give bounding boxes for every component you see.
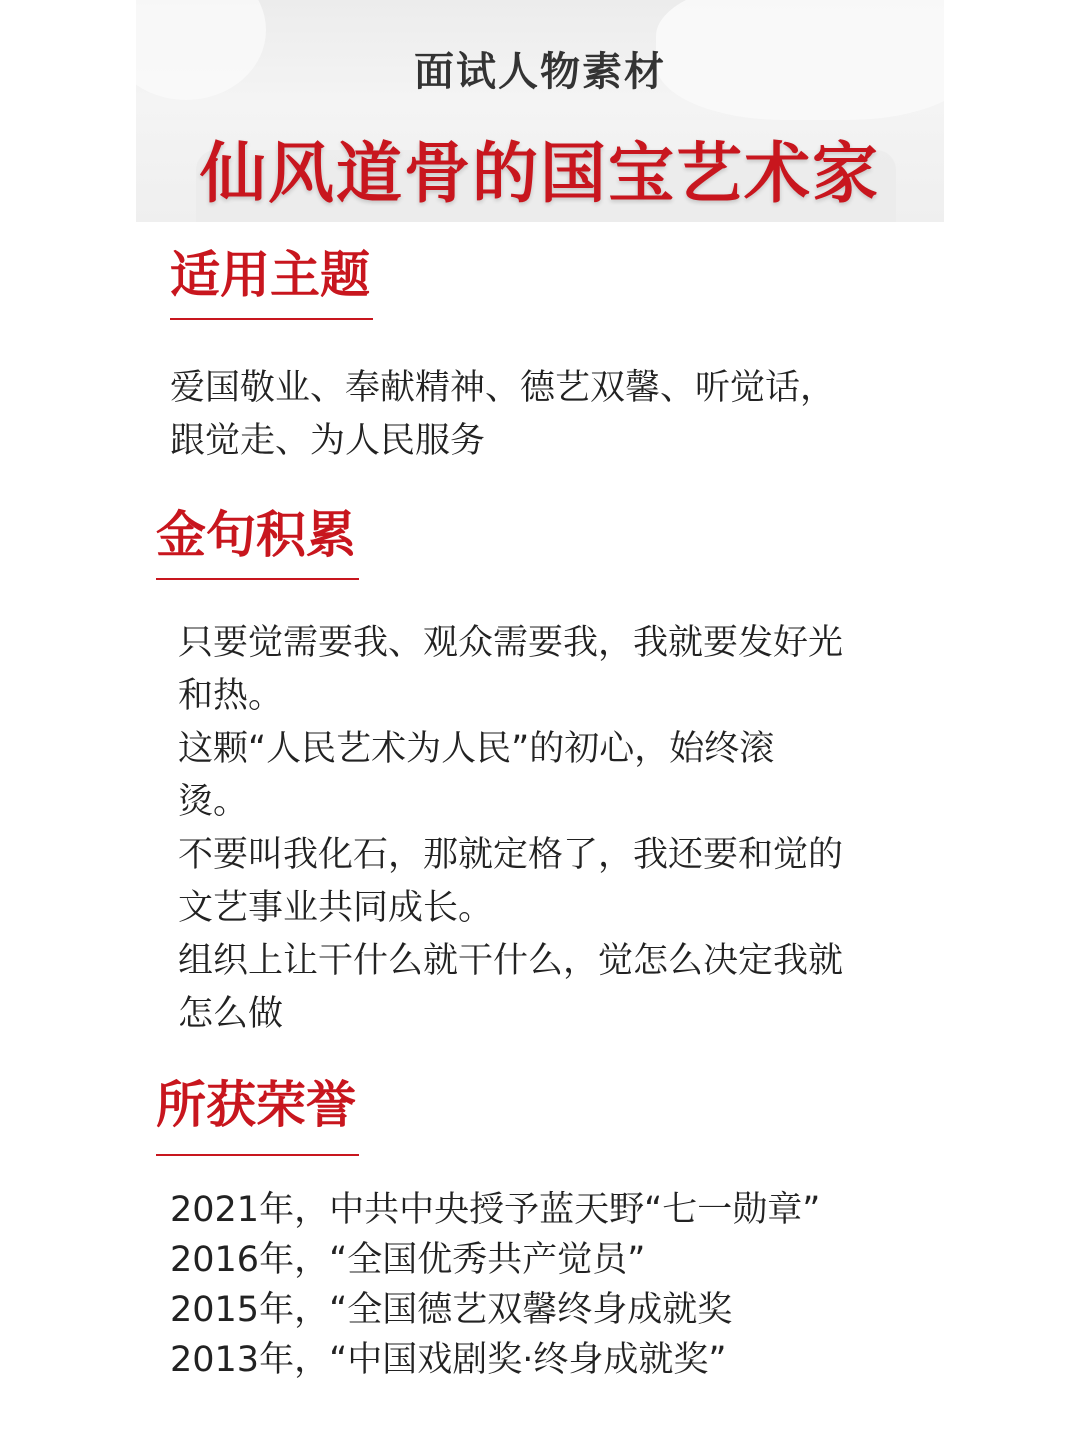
page-subtitle: 面试人物素材: [414, 49, 666, 95]
text-line: 和热。: [178, 676, 284, 716]
honor-item: 2021年，中共中央授予蓝天野“七一勋章”: [170, 1190, 821, 1230]
section-divider: [156, 1154, 359, 1156]
text-line: 只要觉需要我、观众需要我，我就要发好光: [178, 623, 844, 663]
honor-item: 2013年，“中国戏剧奖·终身成就奖”: [170, 1340, 727, 1380]
text-line: 怎么做: [178, 994, 284, 1034]
section-divider: [156, 578, 359, 580]
text-line: 爱国敬业、奉献精神、德艺双馨、听觉话，: [170, 368, 836, 408]
section-heading-quotes: 金句积累: [156, 505, 356, 564]
section-divider: [170, 318, 373, 320]
text-line: 不要叫我化石，那就定格了，我还要和觉的: [178, 835, 844, 875]
header-banner: [136, 0, 944, 222]
quotes-text: [178, 617, 843, 1041]
text-line: 这颗“人民艺术为人民”的初心，始终滚: [178, 729, 775, 769]
page-title: 仙风道骨的国宝艺术家: [200, 134, 880, 212]
honors-list: [170, 1185, 930, 1385]
honor-item: 2015年，“全国德艺双馨终身成就奖: [170, 1290, 733, 1330]
themes-text: [170, 362, 835, 468]
honor-item: 2016年，“全国优秀共产觉员”: [170, 1240, 646, 1280]
text-line: 文艺事业共同成长。: [178, 888, 494, 928]
text-line: 组织上让干什么就干什么，觉怎么决定我就: [178, 941, 844, 981]
section-heading-honors: 所获荣誉: [156, 1075, 356, 1134]
section-heading-themes: 适用主题: [170, 245, 370, 304]
text-line: 跟觉走、为人民服务: [170, 421, 486, 461]
text-line: 烫。: [178, 782, 249, 822]
